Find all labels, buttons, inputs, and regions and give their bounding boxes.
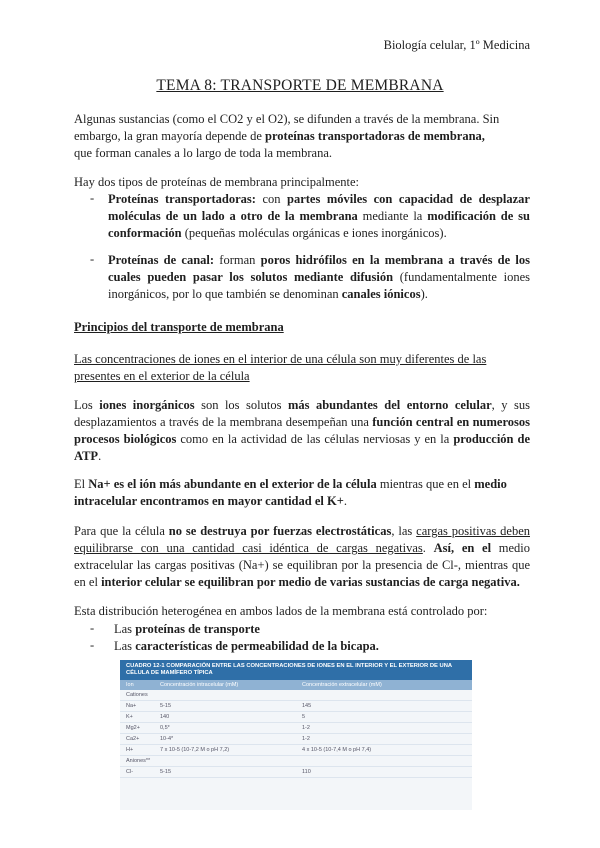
distribution-lead: Esta distribución heterogénea en ambos lados de la membrana está controlado por: (74, 604, 488, 618)
control-item-bicapa: Las características de permeabilidad de la bicapa. (114, 639, 379, 653)
paragraph-na-k: El Na+ es el ión más abundante en el exterior de la célula mientras que en el medio intracelular encontramos en mayor cantidad el K+. (74, 477, 507, 508)
table-row: Mg2+ 0,5* 1-2 (120, 723, 472, 734)
col-extra: Concentración extracelular (mM) (302, 682, 382, 688)
paragraph-cargas: Para que la célula no se destruya por fuerzas electrostáticas, las cargas positivas deben equilibrarse con una cantidad casi idéntica de cargas negativas. Así, en el medio extracelular las cargas positivas (Na+) se equilibran por la presencia de Cl-, mientras que en el interior celular se equilibran por medio de varias sustancias de carga negativa. (74, 524, 531, 589)
col-ion: Ion (126, 682, 134, 688)
control-item-proteinas: Las proteínas de transporte (114, 622, 260, 636)
bullet-dash: - (90, 621, 95, 635)
types-lead: Hay dos tipos de proteínas de membrana principalmente: (74, 175, 359, 189)
table-header-row (120, 680, 472, 690)
table-section-anions: Aniones** (120, 756, 472, 767)
table-row: Ca2+ 10-4* 1-2 (120, 734, 472, 745)
page-title: TEMA 8: TRANSPORTE DE MEMBRANA (156, 77, 444, 94)
type-transportadoras: Proteínas transportadoras: con partes móviles con capacidad de desplazar moléculas de un lado a otro de la membrana mediante la modificación de su conformación (pequeñas moléculas orgánicas e iones inorgánicos). (108, 192, 530, 240)
table-section-cations: Cationes (120, 690, 472, 701)
section-subheading: Las concentraciones de iones en el interior de una célula son muy diferentes de las presentes en el exterior de la célula (74, 352, 487, 383)
intro-paragraph: Algunas sustancias (como el CO2 y el O2), se difunden a través de la membrana. Sin embargo, la gran mayoría depende de proteínas transportadoras de membrana, que forman canales a lo largo de toda la membrana. (74, 112, 500, 160)
table-title: CUADRO 12-1 COMPARACIÓN ENTRE LAS CONCENTRACIONES DE IONES EN EL INTERIOR Y EL EXTERIOR DE UNA CÉLULA DE MAMÍFERO TÍPICA (120, 660, 472, 680)
bullet-dash: - (90, 252, 95, 266)
bullet-dash: - (90, 191, 95, 205)
section-heading: Principios del transporte de membrana (74, 320, 284, 334)
type-canal: Proteínas de canal: forman poros hidrófilos en la membrana a través de los cuales pueden pasar los solutos mediante difusión (fundamentalmente iones inorgánicos, por lo que también se denominan canales iónicos). (108, 253, 531, 301)
table-row: Na+ 5-15 145 (120, 701, 472, 712)
col-intra: Concentración intracelular (mM) (160, 682, 239, 688)
ion-concentration-table (120, 660, 472, 810)
page-header: Biología celular, 1º Medicina (383, 38, 530, 52)
table-row: Cl- 5-15 110 (120, 767, 472, 778)
bullet-dash: - (90, 638, 95, 652)
table-row: K+ 140 5 (120, 712, 472, 723)
paragraph-iones: Los iones inorgánicos son los solutos más abundantes del entorno celular, y sus desplazamientos a través de la membrana desempeñan una función central en numerosos procesos biológicos como en la actividad de las células nerviosas y en la producción de ATP. (74, 398, 531, 463)
table-row: H+ 7 x 10-5 (10-7,2 M o pH 7,2) 4 x 10-5 (10-7,4 M o pH 7,4) (120, 745, 472, 756)
